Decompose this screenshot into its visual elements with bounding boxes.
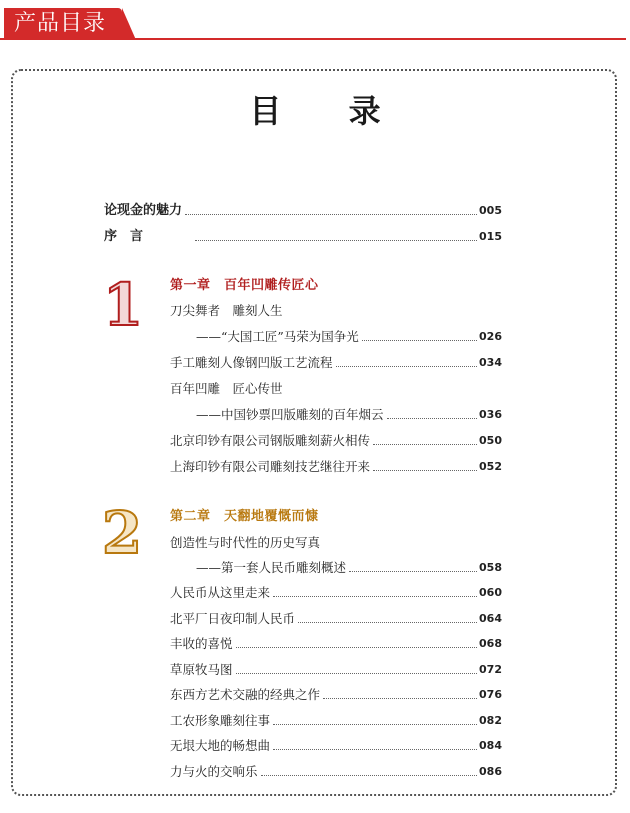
toc-page-number: 086 <box>479 765 502 778</box>
toc-page-number: 084 <box>479 739 502 752</box>
leader-dots <box>373 444 477 445</box>
toc-entry-label: 北京印钞有限公司钢版雕刻薪火相传 <box>170 433 371 448</box>
leader-dots <box>273 596 477 597</box>
chapter-1-section-1[interactable]: 刀尖舞者 雕刻人生 <box>170 303 283 318</box>
leader-dots <box>273 724 477 725</box>
chapter-1-numeral-icon <box>102 271 144 339</box>
toc-page-number: 052 <box>479 460 502 473</box>
toc-entry[interactable] <box>170 713 502 729</box>
page-title: 目 录 <box>249 92 409 130</box>
header-title: 产品目录 <box>14 11 107 36</box>
chapter-1-section-2[interactable]: 百年凹雕 匠心传世 <box>170 381 283 396</box>
toc-entry[interactable] <box>170 355 502 371</box>
toc-page-number: 068 <box>479 637 502 650</box>
toc-entry-label: 人民币从这里走来 <box>170 585 271 600</box>
toc-page-number: 076 <box>479 688 502 701</box>
toc-entry-label: 无垠大地的畅想曲 <box>170 738 271 753</box>
toc-entry-preface[interactable] <box>104 229 502 245</box>
leader-dots <box>349 571 477 572</box>
toc-entry-label: 手工雕刻人像钢凹版工艺流程 <box>170 355 333 370</box>
chapter-2-title[interactable]: 第二章 天翻地覆慨而慷 <box>170 509 319 524</box>
chapter-1-numeral-text: 1 <box>102 271 144 339</box>
toc-entry[interactable] <box>170 764 502 780</box>
toc-entry-label: 序 言 <box>104 229 144 244</box>
leader-dots <box>195 240 477 241</box>
toc-entry-label: 东西方艺术交融的经典之作 <box>170 687 321 702</box>
header-divider <box>0 38 626 40</box>
leader-dots <box>261 775 478 776</box>
leader-dots <box>373 470 477 471</box>
toc-entry[interactable] <box>170 459 502 475</box>
toc-entry[interactable] <box>170 636 502 652</box>
leader-dots <box>236 647 478 648</box>
toc-entry-label: ——中国钞票凹版雕刻的百年烟云 <box>196 407 384 422</box>
toc-entry[interactable] <box>170 738 502 754</box>
chapter-2-numeral-icon <box>100 499 144 567</box>
toc-page-number: 036 <box>479 408 502 421</box>
toc-page-number: 026 <box>479 330 502 343</box>
toc-entry-label: 草原牧马图 <box>170 662 233 677</box>
toc-page-number: 072 <box>479 663 502 676</box>
toc-page-number: 015 <box>479 230 502 243</box>
toc-page-number: 058 <box>479 561 502 574</box>
toc-entry[interactable] <box>170 662 502 678</box>
toc-entry[interactable] <box>170 585 502 601</box>
leader-dots <box>323 698 477 699</box>
chapter-1-title[interactable]: 第一章 百年凹雕传匠心 <box>170 278 319 293</box>
toc-page-number: 050 <box>479 434 502 447</box>
leader-dots <box>336 366 478 367</box>
toc-entry-intro[interactable] <box>104 203 502 219</box>
toc-entry[interactable] <box>170 687 502 703</box>
toc-page-number: 005 <box>479 204 502 217</box>
toc-entry-label: 力与火的交响乐 <box>170 764 258 779</box>
chapter-2-numeral-text: 2 <box>101 499 143 567</box>
toc-entry-label: 工农形象雕刻往事 <box>170 713 271 728</box>
leader-dots <box>273 749 477 750</box>
toc-entry-label: ——“大国工匠”马荣为国争光 <box>196 329 359 344</box>
toc-entry-label: 论现金的魅力 <box>104 203 183 218</box>
toc-entry-label: 上海印钞有限公司雕刻技艺继往开来 <box>170 459 371 474</box>
toc-page-number: 060 <box>479 586 502 599</box>
toc-page-number: 064 <box>479 612 502 625</box>
toc-page-number: 034 <box>479 356 502 369</box>
toc-entry-label: 丰收的喜悦 <box>170 636 233 651</box>
toc-entry-label: 北平厂日夜印制人民币 <box>170 611 296 626</box>
toc-entry[interactable] <box>196 329 502 345</box>
leader-dots <box>298 622 477 623</box>
toc-entry[interactable] <box>170 611 502 627</box>
toc-entry-label: ——第一套人民币雕刻概述 <box>196 560 347 575</box>
chapter-2-section-1[interactable]: 创造性与时代性的历史写真 <box>170 535 321 550</box>
header-bar <box>0 0 630 44</box>
toc-page-number: 082 <box>479 714 502 727</box>
leader-dots <box>185 214 477 215</box>
toc-entry[interactable] <box>196 560 502 576</box>
leader-dots <box>236 673 478 674</box>
leader-dots <box>362 340 477 341</box>
toc-entry[interactable] <box>170 433 502 449</box>
leader-dots <box>387 418 478 419</box>
toc-entry[interactable] <box>196 407 502 423</box>
